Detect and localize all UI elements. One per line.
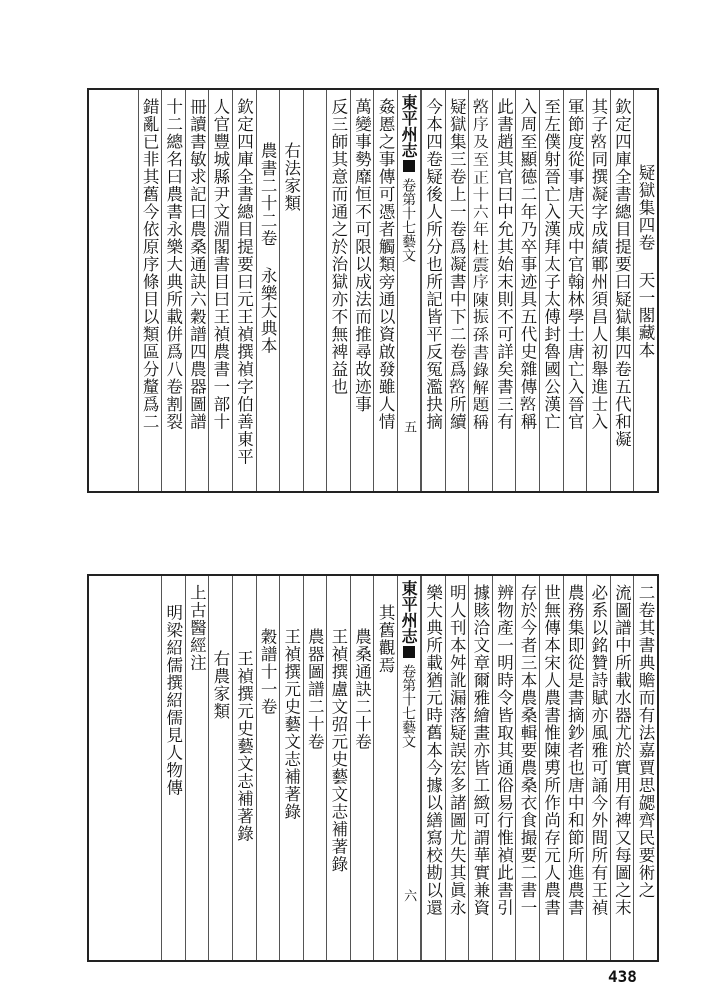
bottom-text-column: 辨物產一明時令皆取其通俗易行惟禎此書引	[492, 576, 516, 960]
bottom-text-column: 穀譜十一卷	[256, 576, 280, 960]
top-text-column: 軍節度從事唐天成中官翰林學士唐亡入晉官	[563, 90, 587, 491]
bottom-text-column: 明人刊本舛訛漏落疑誤宏多諸圖尤失其眞永	[445, 576, 469, 960]
top-text-column: 此書趙其官曰中允其始末則不可詳矣書三有	[492, 90, 516, 491]
bottom-text-column: 存於今者三本農桑輯要農桑衣食撮要二書一	[515, 576, 539, 960]
bottom-text-column: 農務集即從是書摘鈔者也唐中和節所進農書	[563, 576, 587, 960]
bottom-text-column: 流圖譜中所載水器尤於實用有裨又每圖之末	[610, 576, 634, 960]
top-text-column: 疑獄集四卷 天一閣藏本	[633, 90, 657, 491]
bottom-text-column: 王禎撰元史藝文志補著錄	[279, 576, 303, 960]
bottom-text-column: 必系以銘贊詩賦亦風雅可誦今外間所有王禎	[586, 576, 610, 960]
top-text-column: 今本四卷疑後人所分也所記皆平反冤濫抉摘	[421, 90, 445, 491]
bottom-text-column: 世無傳本宋人農書惟陳旉所作尚存元人農書	[539, 576, 563, 960]
fish-tail-mark-icon	[403, 160, 415, 172]
fish-tail-mark-icon	[403, 646, 415, 658]
bottom-text-column: 右農家類	[208, 576, 232, 960]
top-centerfold	[397, 90, 421, 491]
centerfold-volume: 卷第十七藝文	[400, 178, 417, 262]
centerfold-title: 東平州志	[399, 94, 419, 158]
top-text-column: 冊讀書敏求記曰農桑通訣六穀譜四農器圖譜	[185, 90, 209, 491]
top-text-column: 疑獄集三卷上一卷爲凝書中下二卷爲𡼖所續	[445, 90, 469, 491]
bottom-text-column: 其舊觀焉	[373, 576, 397, 960]
top-text-columns	[89, 90, 657, 491]
top-text-column	[303, 90, 327, 491]
top-text-column: 入周至顯德二年乃卒事迹具五代史雜傳𡼖稱	[515, 90, 539, 491]
bottom-text-columns	[89, 576, 657, 960]
centerfold-title: 東平州志	[399, 580, 419, 644]
centerfold-page: 五	[401, 420, 417, 433]
centerfold-volume: 卷第十七藝文	[400, 664, 417, 748]
bottom-text-column: 農器圖譜二十卷	[303, 576, 327, 960]
bottom-text-column: 王禎撰元史藝文志補著錄	[232, 576, 256, 960]
top-text-column: 右法家類	[279, 90, 303, 491]
top-text-column: 至左僕射晉亡入漢拜太子太傅封魯國公漢亡	[539, 90, 563, 491]
bottom-text-column: 二卷其書典贍而有法嘉賈思勰齊民要術之	[633, 576, 657, 960]
centerfold-page: 六	[401, 889, 417, 902]
bottom-text-column: 樂大典所載猶元時舊本今據以繕寫校勘以還	[421, 576, 445, 960]
top-text-column: 姦慝之事傳可憑者觸類旁通以資啟發雖人情	[373, 90, 397, 491]
page-number: 438	[608, 967, 637, 986]
bottom-text-column: 農桑通訣二十卷	[350, 576, 374, 960]
top-text-column: 農書二十二卷 永樂大典本	[256, 90, 280, 491]
top-text-column: 其子𡼖同撰凝字成績鄆州須昌人初舉進士入	[586, 90, 610, 491]
top-text-column: 十二總名曰農書永樂大典所載併爲八卷割裂	[161, 90, 185, 491]
bottom-page-block	[87, 574, 659, 962]
top-text-column: 萬變事勢靡恒不可限以成法而推尋故迹事	[350, 90, 374, 491]
bottom-text-column: 王禎撰盧文弨元史藝文志補著錄	[326, 576, 350, 960]
top-text-column: 𡼖序及至正十六年杜震序陳振孫書錄解題稱	[468, 90, 492, 491]
top-text-column: 反三師其意而通之於治獄亦不無裨益也	[326, 90, 350, 491]
top-text-column: 錯亂已非其舊今依原序條目以類區分釐爲二	[138, 90, 162, 491]
top-page-block	[87, 88, 659, 493]
bottom-text-column: 上古醫經注	[185, 576, 209, 960]
bottom-centerfold	[397, 576, 421, 960]
bottom-text-column: 明梁紹儒撰紹儒見人物傳	[161, 576, 185, 960]
top-text-column: 欽定四庫全書總目提要曰元王禎撰禎字伯善東平	[232, 90, 256, 491]
bottom-text-column: 據賅洽文章爾雅繪畫亦皆工緻可謂華實兼資	[468, 576, 492, 960]
top-text-column: 欽定四庫全書總目提要曰疑獄集四卷五代和凝	[610, 90, 634, 491]
top-text-column: 人官豐城縣尹文淵閣書目曰王禎農書一部十	[208, 90, 232, 491]
